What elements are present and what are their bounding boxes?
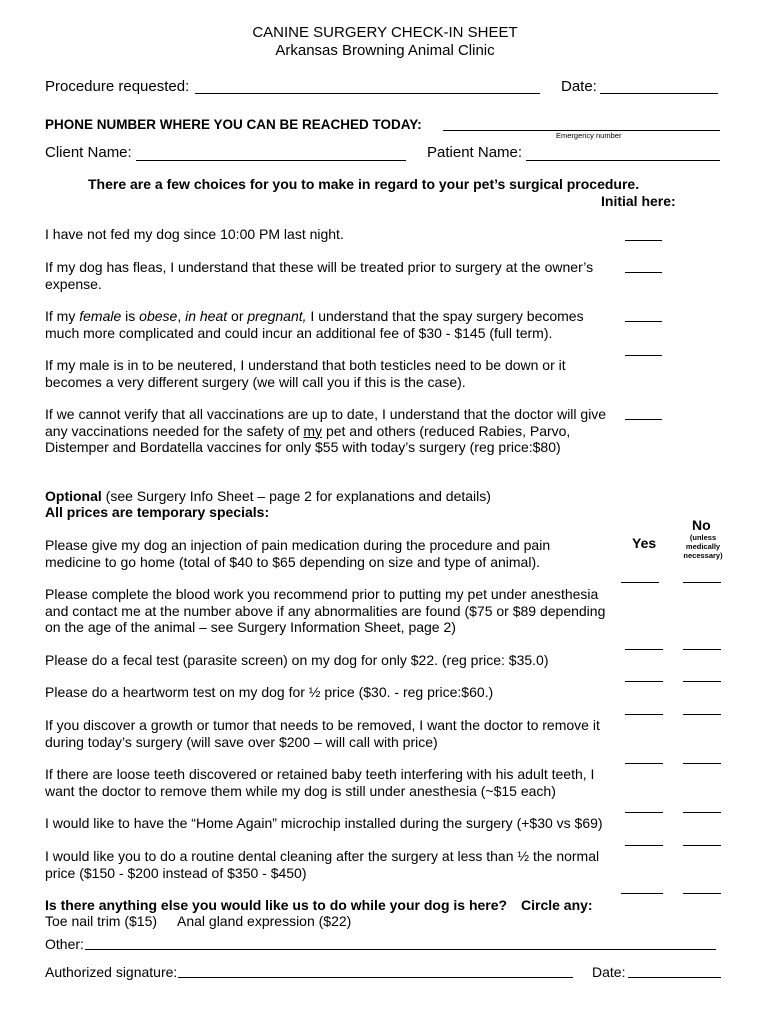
circle-any-label: Circle any:	[521, 897, 593, 913]
optional-heartworm-test: Please do a heartworm test on my dog for ½ price ($30. - reg price:$60.)	[45, 684, 494, 700]
no-field-pain-meds[interactable]	[683, 582, 721, 583]
date-label-bottom: Date:	[592, 964, 626, 980]
no-field-fecal[interactable]	[683, 681, 721, 682]
form-title: CANINE SURGERY CHECK-IN SHEET	[252, 24, 518, 41]
yes-field-pain-meds[interactable]	[621, 582, 659, 583]
other-field[interactable]	[85, 949, 716, 950]
yes-field-microchip[interactable]	[625, 845, 663, 846]
no-column-label: No	[692, 517, 711, 533]
choices-heading: There are a few choices for you to make in regard to your pet’s surgical procedure.	[88, 176, 640, 192]
no-field-heartworm[interactable]	[683, 714, 721, 715]
yes-field-blood-work[interactable]	[625, 649, 663, 650]
optional-dental-cleaning: I would like you to do a routine dental cleaning after the surgery at less than ½ the normal price ($150 - $200 instead of $350 - $450)	[45, 848, 600, 881]
no-column-note: (unless medically necessary)	[683, 533, 723, 560]
optional-growth-removal: If you discover a growth or tumor that needs to be removed, I want the doctor to remove it during today’s surgery (will save over $200 – will call with price)	[45, 717, 600, 750]
toe-nail-trim-option[interactable]: Toe nail trim ($15)	[45, 913, 158, 929]
yes-column-label: Yes	[632, 535, 657, 551]
optional-blood-work: Please complete the blood work you recommend prior to putting my pet under anesthesia and contact me at the number above if any abnormalities are found ($75 or $89 depending on the age of the animal – see Surgery Information Sheet, page 2)	[45, 586, 606, 635]
phone-label: PHONE NUMBER WHERE YOU CAN BE REACHED TODAY:	[45, 117, 422, 132]
client-name-label: Client Name:	[45, 144, 132, 161]
no-field-teeth[interactable]	[683, 812, 721, 813]
choice-female-spay: If my female is obese, in heat or pregnant, I understand that the spay surgery becomes much more complicated and could incur an additional fee of $30 - $145 (full term).	[45, 308, 584, 341]
client-name-field[interactable]	[136, 160, 406, 161]
optional-teeth-removal: If there are loose teeth discovered or retained baby teeth interfering with his adult teeth, I want the doctor to remove them while my dog is still under anesthesia (~$15 each)	[45, 766, 595, 799]
patient-name-label: Patient Name:	[427, 144, 523, 161]
patient-name-field[interactable]	[526, 160, 720, 161]
anything-else-question: Is there anything else you would like us to do while your dog is here?	[45, 897, 508, 913]
prices-note: All prices are temporary specials:	[45, 504, 270, 520]
yes-field-dental[interactable]	[621, 893, 663, 894]
choice-fasting: I have not fed my dog since 10:00 PM last night.	[45, 226, 344, 242]
procedure-field[interactable]	[195, 93, 540, 94]
date-field-top[interactable]	[600, 93, 718, 94]
optional-label: Optional (see Surgery Info Sheet – page 2 for explanations and details)	[45, 488, 491, 504]
choice-fleas: If my dog has fleas, I understand that these will be treated prior to surgery at the owner’s expense.	[45, 259, 594, 292]
initial-here-label: Initial here:	[601, 193, 676, 209]
choice-vaccinations: If we cannot verify that all vaccinations are up to date, I understand that the doctor will give any vaccinations needed for the safety of my pet and others (reduced Rabies, Parvo, Distemper and Bordatella vaccines for only $55 with today’s surgery (reg price:$80)	[45, 406, 607, 455]
anal-gland-option[interactable]: Anal gland expression ($22)	[177, 913, 352, 929]
signature-label: Authorized signature:	[45, 964, 178, 980]
date-field-bottom[interactable]	[628, 977, 721, 978]
yes-field-teeth[interactable]	[625, 812, 663, 813]
yes-field-fecal[interactable]	[625, 681, 663, 682]
initial-field-vaccines[interactable]	[625, 419, 662, 420]
initial-field-male[interactable]	[625, 355, 662, 356]
optional-microchip: I would like to have the “Home Again” microchip installed during the surgery (+$30 vs $69)	[45, 815, 603, 831]
yes-field-growth[interactable]	[625, 763, 663, 764]
no-field-microchip[interactable]	[683, 845, 721, 846]
initial-field-female[interactable]	[625, 321, 662, 322]
signature-field[interactable]	[178, 977, 573, 978]
initial-field-fleas[interactable]	[625, 272, 662, 273]
yes-field-heartworm[interactable]	[625, 714, 663, 715]
choice-male-neuter: If my male is in to be neutered, I understand that both testicles need to be down or it becomes a very different surgery (we will call you if this is the case).	[45, 357, 566, 390]
no-field-growth[interactable]	[683, 763, 721, 764]
initial-field-fasting[interactable]	[625, 240, 662, 241]
date-label-top: Date:	[561, 78, 597, 95]
no-field-blood-work[interactable]	[683, 649, 721, 650]
other-label: Other:	[45, 936, 84, 952]
no-field-dental[interactable]	[683, 893, 721, 894]
clinic-name: Arkansas Browning Animal Clinic	[275, 42, 495, 59]
emergency-caption: Emergency number	[556, 131, 622, 140]
optional-pain-meds: Please give my dog an injection of pain medication during the procedure and pain medicine to go home (total of $40 to $65 depending on size and type of animal).	[45, 537, 551, 570]
procedure-label: Procedure requested:	[45, 78, 190, 95]
optional-fecal-test: Please do a fecal test (parasite screen) on my dog for only $22. (reg price: $35.0)	[45, 652, 549, 668]
